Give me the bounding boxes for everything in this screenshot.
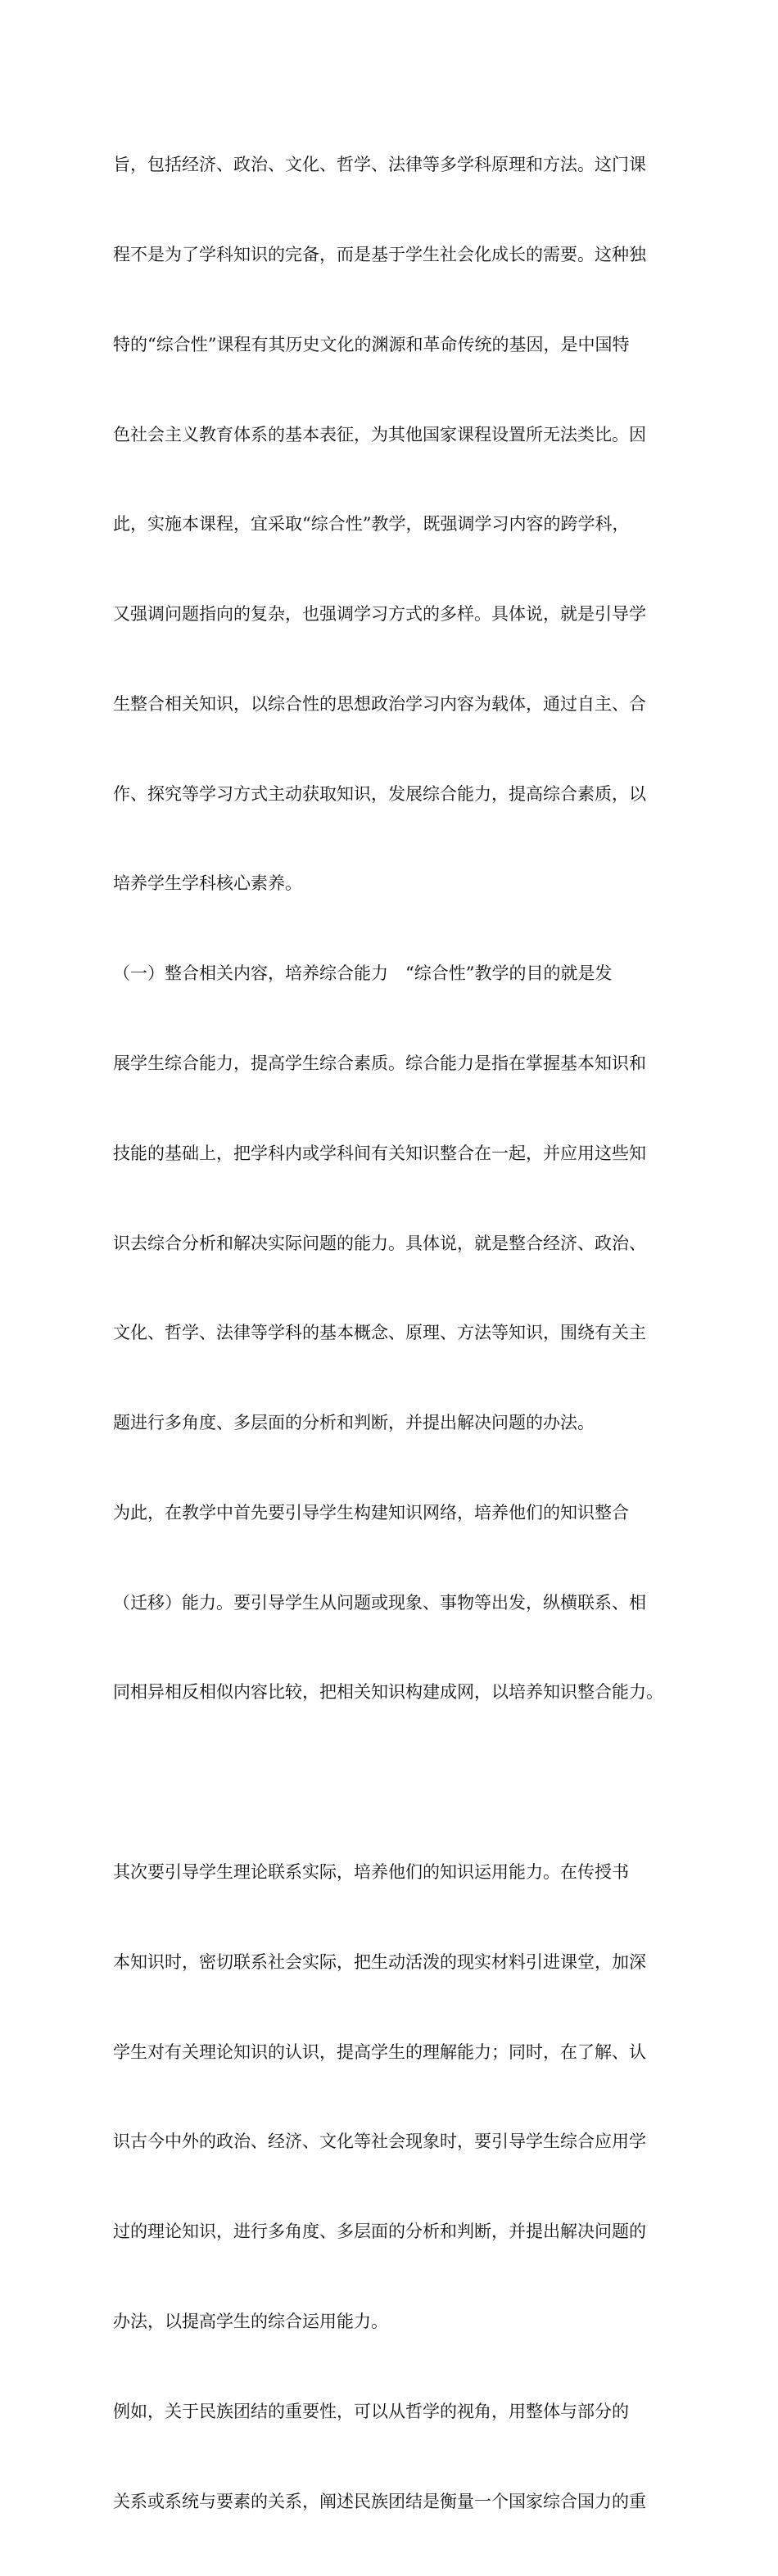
- text-line: 例如，关于民族团结的重要性，可以从哲学的视角，用整体与部分的: [113, 2401, 629, 2421]
- text-line: 其次要引导学生理论联系实际，培养他们的知识运用能力。在传授书: [113, 1862, 629, 1883]
- text-line: 旨，包括经济、政治、文化、哲学、法律等多学科原理和方法。这门课: [113, 155, 646, 175]
- text-line: 过的理论知识，进行多角度、多层面的分析和判断，并提出解决问题的: [113, 2222, 646, 2242]
- text-line: 识古今中外的政治、经济、文化等社会现象时，要引导学生综合应用学: [113, 2132, 646, 2152]
- text-line: 培养学生学科核心素养。: [113, 873, 302, 894]
- text-line: 色社会主义教育体系的基本表征，为其他国家课程设置所无法类比。因: [113, 424, 646, 444]
- text-line: 又强调问题指向的复杂，也强调学习方式的多样。具体说，就是引导学: [113, 604, 646, 625]
- text-line: 技能的基础上，把学科内或学科间有关知识整合在一起，并应用这些知: [113, 1143, 646, 1163]
- text-line: 作、探究等学习方式主动获取知识，发展综合能力，提高综合素质，以: [113, 783, 646, 804]
- text-line: 关系或系统与要素的关系，阐述民族团结是衡量一个国家综合国力的重: [113, 2491, 646, 2511]
- text-line: 识去综合分析和解决实际问题的能力。具体说，就是整合经济、政治、: [113, 1233, 646, 1253]
- text-line: 学生对有关理论知识的认识，提高学生的理解能力；同时，在了解、认: [113, 2041, 646, 2062]
- text-line: 程不是为了学科知识的完备，而是基于学生社会化成长的需要。这种独: [113, 244, 646, 264]
- text-line: 为此，在教学中首先要引导学生构建知识网络，培养他们的知识整合: [113, 1502, 629, 1523]
- text-line: 展学生综合能力，提高学生综合素质。综合能力是指在掌握基本知识和: [113, 1053, 646, 1073]
- text-line: 文化、哲学、法律等学科的基本概念、原理、方法等知识，围绕有关主: [113, 1323, 646, 1343]
- text-line: 题进行多角度、多层面的分析和判断，并提出解决问题的办法。: [113, 1413, 595, 1433]
- text-line: 生整合相关知识，以综合性的思想政治学习内容为载体，通过自主、合: [113, 693, 646, 714]
- document-body: [113, 90, 678, 2576]
- text-line: 此，实施本课程，宜采取“综合性”教学，既强调学习内容的跨学科，: [113, 514, 630, 535]
- text-line: 同相异相反相似内容比较，把相关知识构建成网，以培养知识整合能力。: [113, 1682, 663, 1703]
- blank-line: [113, 1767, 678, 1798]
- text-line: 特的“综合性”课程有其历史文化的渊源和革命传统的基因，是中国特: [113, 334, 630, 354]
- section-heading-line: （一）整合相关内容，培养综合能力 “综合性”教学的目的就是发: [113, 963, 613, 984]
- text-line: （迁移）能力。要引导学生从问题或现象、事物等出发，纵横联系、相: [113, 1592, 646, 1613]
- text-line: 本知识时，密切联系社会实际，把生动活泼的现实材料引进课堂，加深: [113, 1951, 646, 1972]
- text-line: 办法，以提高学生的综合运用能力。: [113, 2311, 388, 2331]
